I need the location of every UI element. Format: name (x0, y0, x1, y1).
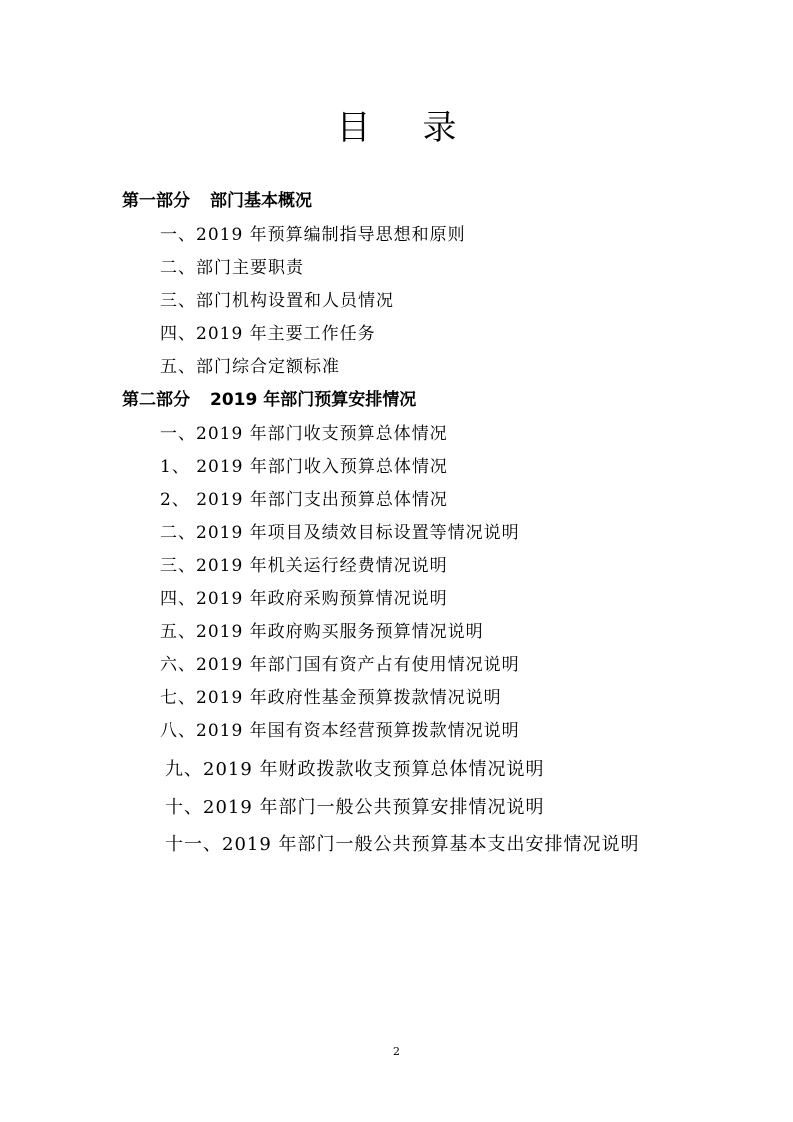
toc-part-title: 2019 年部门预算安排情况 (210, 390, 417, 410)
toc-item[interactable]: 二、2019 年项目及绩效目标设置等情况说明 (160, 523, 520, 543)
toc-item[interactable]: 四、2019 年主要工作任务 (160, 324, 376, 344)
toc-part-label: 第一部分 (122, 191, 190, 211)
toc-item[interactable]: 五、2019 年政府购买服务预算情况说明 (160, 622, 484, 642)
toc-item[interactable]: 五、部门综合定额标准 (160, 357, 340, 377)
toc-item[interactable]: 八、2019 年国有资本经营预算拨款情况说明 (160, 721, 520, 741)
toc-item[interactable]: 十一、2019 年部门一般公共预算基本支出安排情况说明 (165, 834, 640, 855)
toc-item[interactable]: 四、2019 年政府采购预算情况说明 (160, 589, 448, 609)
toc-part-label: 第二部分 (122, 390, 190, 410)
toc-part-2[interactable] (122, 392, 416, 409)
toc-item[interactable]: 三、2019 年机关运行经费情况说明 (160, 556, 448, 576)
toc-item[interactable]: 1、 2019 年部门收入预算总体情况 (160, 457, 448, 477)
toc-part-title: 部门基本概况 (210, 191, 312, 211)
toc-item[interactable]: 三、部门机构设置和人员情况 (160, 291, 394, 311)
title-char-1: 目 (336, 108, 371, 148)
toc-item[interactable]: 六、2019 年部门国有资产占有使用情况说明 (160, 655, 520, 675)
title-char-2: 录 (422, 108, 457, 148)
toc-item[interactable]: 七、2019 年政府性基金预算拨款情况说明 (160, 688, 502, 708)
toc-item[interactable]: 一、2019 年部门收支预算总体情况 (160, 424, 448, 444)
toc-item[interactable]: 2、 2019 年部门支出预算总体情况 (160, 490, 448, 510)
toc-item[interactable]: 一、2019 年预算编制指导思想和原则 (160, 225, 466, 245)
toc-item[interactable]: 十、2019 年部门一般公共预算安排情况说明 (165, 797, 545, 818)
toc-item[interactable]: 九、2019 年财政拨款收支预算总体情况说明 (165, 759, 545, 780)
toc-part-1[interactable] (122, 193, 312, 210)
toc-item[interactable]: 二、部门主要职责 (160, 258, 304, 278)
page-number: 2 (393, 1045, 400, 1058)
